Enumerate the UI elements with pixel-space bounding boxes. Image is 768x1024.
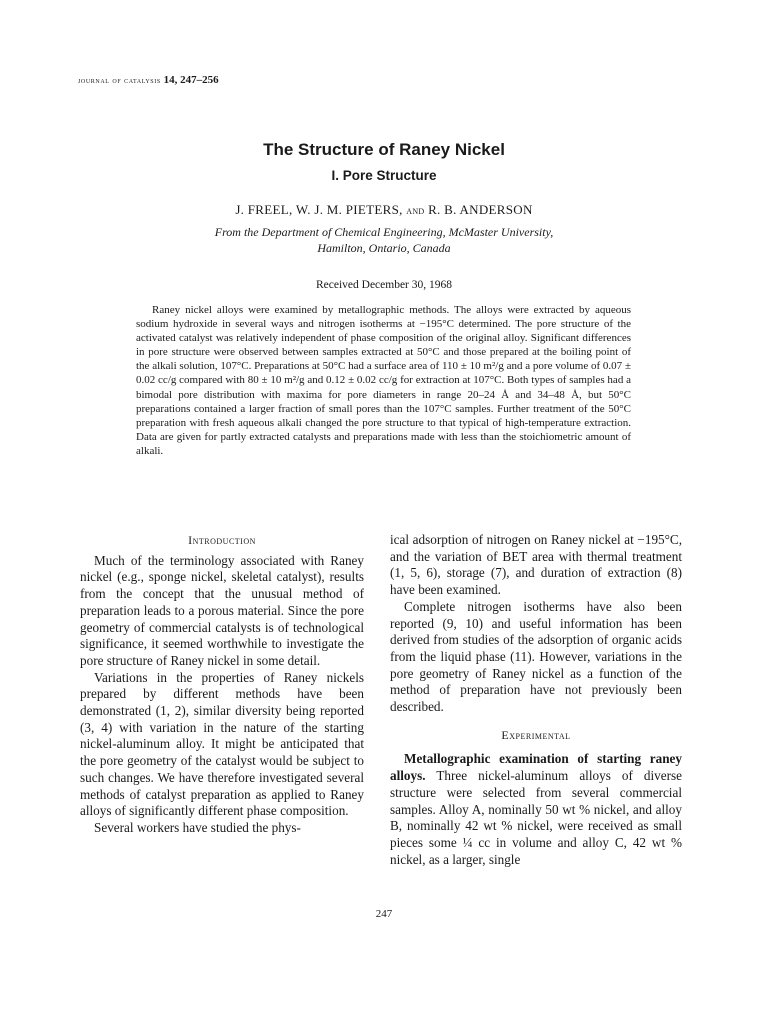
- right-paragraph-2: Complete nitrogen isotherms have also been reported (9, 10) and useful information has been derived from studies of the adsorption of organic acids from the liquid phase (11). However, variations in the pore geometry of Raney nickel as a function of the method of preparation have not previously been described.: [390, 598, 682, 715]
- authors-last: R. B. ANDERSON: [428, 202, 533, 217]
- journal-name: journal of catalysis: [78, 75, 161, 85]
- paper-subtitle: I. Pore Structure: [331, 168, 437, 183]
- journal-reference: [78, 74, 219, 86]
- paper-title: The Structure of Raney Nickel: [263, 140, 505, 159]
- received-date: Received December 30, 1968: [315, 279, 453, 291]
- experimental-heading: Experimental: [501, 727, 571, 742]
- introduction-heading: Introduction: [188, 533, 256, 547]
- intro-paragraph-3: Several workers have studied the phys-: [94, 819, 301, 835]
- experimental-paragraph: [390, 751, 682, 868]
- page-number: 247: [375, 908, 393, 920]
- authors-first: J. FREEL, W. J. M. PIETERS,: [235, 202, 403, 217]
- abstract: [136, 303, 631, 458]
- affiliation: [0, 224, 768, 256]
- left-column: [80, 532, 364, 837]
- intro-paragraph-2: Variations in the properties of Raney nickels prepared by different methods have been demonstrated (1, 2), similar diversity being reported (3, 4) with variation in the nature of the starting nickel-aluminum alloy. It might be anticipated that the pore geometry of the catalyst would be subject to such changes. We have therefore investigated several methods of catalyst preparation as applied to Raney alloys of significantly different phase composition.: [80, 669, 364, 819]
- authors-conjunction: and: [406, 205, 425, 217]
- journal-volume-pages: 14, 247–256: [163, 74, 219, 86]
- metallographic-text: Three nickel-aluminum alloys of diverse structure were selected from several commercial samples. Alloy A, nominally 50 wt % nickel, and alloy B, nominally 42 wt % nickel, were received as small pieces some ¼ cc in volume and alloy C, 42 wt % nickel, as a larger, single: [390, 768, 683, 867]
- continued-paragraph: ical adsorption of nitrogen on Raney nickel at −195°C, and the variation of BET area with thermal treatment (1, 5, 6), storage (7), and duration of extraction (8) have been examined.: [390, 532, 682, 598]
- right-column: [390, 532, 682, 868]
- intro-paragraph-1: Much of the terminology associated with Raney nickel (e.g., sponge nickel, skeletal catalyst), results from the concept that the unusual method of preparation leads to a porous material. Since the pore geometry of commercial catalysts is of technological significance, it seemed worthwhile to investigate the pore structure of Raney nickel in some detail.: [80, 552, 364, 668]
- affiliation-line-2: Hamilton, Ontario, Canada: [317, 241, 451, 255]
- affiliation-line-1: From the Department of Chemical Engineering, McMaster University,: [214, 225, 554, 239]
- author-list: [0, 202, 768, 218]
- metallographic-runin-heading: Metallographic examination of starting raney alloys.: [390, 751, 682, 784]
- abstract-text: Raney nickel alloys were examined by metallographic methods. The alloys were extracted by aqueous sodium hydroxide in several ways and nitrogen isotherms at −195°C determined. The pore structure of the activated catalyst was relatively independent of phase composition of the original alloy. Significant differences in pore structure were observed between samples extracted at 50°C and those prepared at the boiling point of the alkali solution, 107°C. Preparations at 50°C had a surface area of 110 ± 10 m²/g and a pore volume of 0.07 ± 0.02 cc/g compared with 80 ± 10 m²/g and 0.12 ± 0.02 cc/g for extraction at 107°C. Both types of samples had a bimodal pore distribution with maxima for pore diameters in range 20–24 Å and 34–48 Å, but 50°C preparations contained a larger fraction of small pores than the 107°C samples. Further treatment of the 50°C preparation with fresh aqueous alkali changed the pore structure to that typical of high-temperature extraction. Data are given for partly extracted catalysts and preparations made with less than the stoichiometric amount of alkali.: [136, 304, 631, 457]
